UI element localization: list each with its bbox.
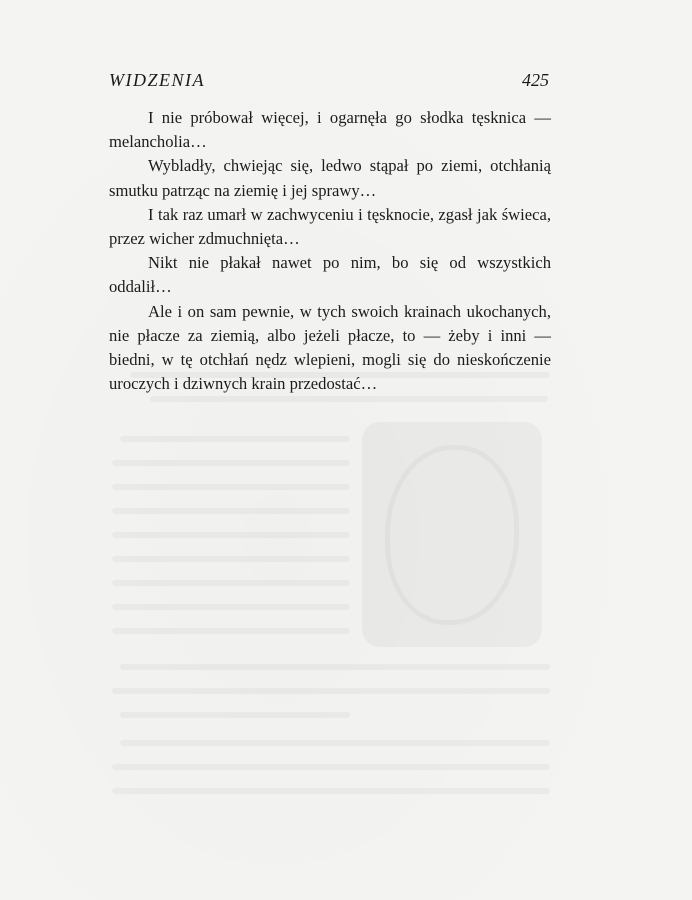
paragraph: Ale i on sam pewnie, w tych swoich krainach ukochanych, nie płacze za ziemią, albo jeżeli płacze, to — żeby i inni — biedni, w tę otchłań nędz wlepieni, mogli się do nieskończenie uroczych i dziwnych krain przedostać…: [109, 301, 551, 394]
bleed-through-emblem: [362, 422, 542, 647]
paragraph: I tak raz umarł w zachwyceniu i tęsknocie, zgasł jak świeca, przez wicher zdmuchnięta…: [109, 204, 551, 249]
paragraph: Wybladły, chwiejąc się, ledwo stąpał po ziemi, otchłanią smutku patrząc na ziemię i jej sprawy…: [109, 156, 551, 200]
paragraph: Nikt nie płakał nawet po nim, bo się od wszystkich oddalił…: [109, 253, 551, 297]
page-number: 425: [522, 70, 549, 90]
body-text: [109, 106, 551, 396]
bleed-through-emblem-ring: [385, 445, 519, 625]
running-head: [109, 70, 549, 94]
paragraph: I nie próbował więcej, i ogarnęła go słodka tęsknica — melancholia…: [109, 108, 551, 152]
running-title: WIDZENIA: [109, 70, 205, 90]
